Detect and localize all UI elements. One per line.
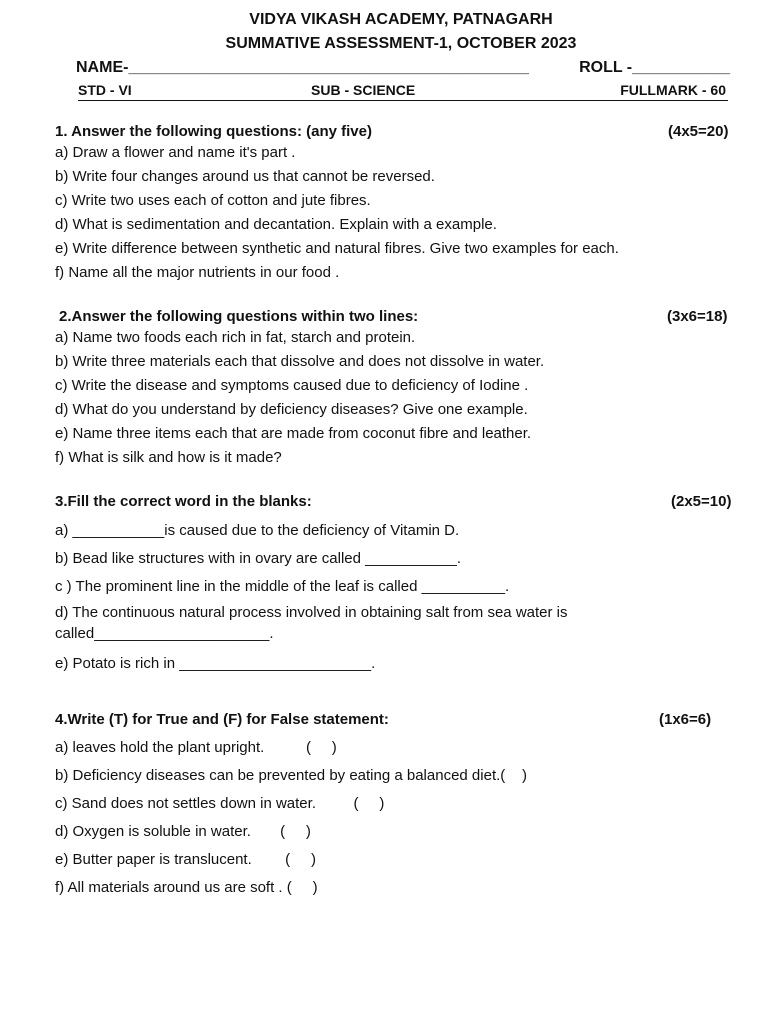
question-item: f) Name all the major nutrients in our food .	[55, 264, 340, 281]
section-4-marks: (1x6=6)	[659, 711, 712, 728]
exam-title: SUMMATIVE ASSESSMENT-1, OCTOBER 2023	[225, 35, 577, 52]
question-item: b) Write three materials each that dissolve and does not dissolve in water.	[55, 353, 545, 370]
question-item: d) What is sedimentation and decantation. Explain with a example.	[55, 216, 497, 233]
section-1-marks: (4x5=20)	[668, 123, 729, 140]
section-1-heading: 1. Answer the following questions: (any five)	[55, 123, 372, 140]
true-false-item: b) Deficiency diseases can be prevented by eating a balanced diet.( )	[55, 767, 527, 784]
question-item: b) Write four changes around us that cannot be reversed.	[55, 168, 435, 185]
school-name: VIDYA VIKASH ACADEMY, PATNAGARH	[249, 11, 553, 28]
question-item: f) What is silk and how is it made?	[55, 449, 282, 466]
question-item: c) Write the disease and symptoms caused due to deficiency of Iodine .	[55, 377, 529, 394]
true-false-item: a) leaves hold the plant upright. ( )	[55, 739, 337, 756]
question-item: e) Write difference between synthetic and natural fibres. Give two examples for each.	[55, 240, 619, 257]
class-subject-row	[78, 83, 728, 101]
section-2-heading: 2.Answer the following questions within two lines:	[59, 308, 419, 325]
roll-field-label: ROLL -___________	[579, 59, 730, 76]
subject-label: SUB - SCIENCE	[311, 82, 416, 98]
question-item: e) Name three items each that are made from coconut fibre and leather.	[55, 425, 532, 442]
std-label: STD - VI	[78, 82, 132, 98]
blank-item: b) Bead like structures with in ovary are called ___________.	[55, 550, 462, 567]
question-item: a) Name two foods each rich in fat, starch and protein.	[55, 329, 416, 346]
true-false-item: e) Butter paper is translucent. ( )	[55, 851, 316, 868]
section-4-heading: 4.Write (T) for True and (F) for False statement:	[55, 711, 389, 728]
blank-item: d) The continuous natural process involved in obtaining salt from sea water is called_____________________.	[55, 604, 568, 642]
blank-item: c ) The prominent line in the middle of the leaf is called __________.	[55, 578, 510, 595]
section-2-marks: (3x6=18)	[667, 308, 728, 325]
true-false-item: f) All materials around us are soft . ( )	[55, 879, 318, 896]
question-item: c) Write two uses each of cotton and jute fibres.	[55, 192, 371, 209]
question-item: a) Draw a flower and name it's part .	[55, 144, 296, 161]
blank-item: a) ___________is caused due to the deficiency of Vitamin D.	[55, 522, 460, 539]
question-item: d) What do you understand by deficiency diseases? Give one example.	[55, 401, 528, 418]
blank-item: e) Potato is rich in _______________________.	[55, 655, 376, 672]
fullmark-label: FULLMARK - 60	[620, 82, 726, 98]
name-field-label: NAME-_____________________________________________	[76, 59, 529, 76]
true-false-item: c) Sand does not settles down in water. ( )	[55, 795, 385, 812]
true-false-item: d) Oxygen is soluble in water. ( )	[55, 823, 311, 840]
section-3-marks: (2x5=10)	[671, 493, 732, 510]
section-3-heading: 3.Fill the correct word in the blanks:	[55, 493, 312, 510]
